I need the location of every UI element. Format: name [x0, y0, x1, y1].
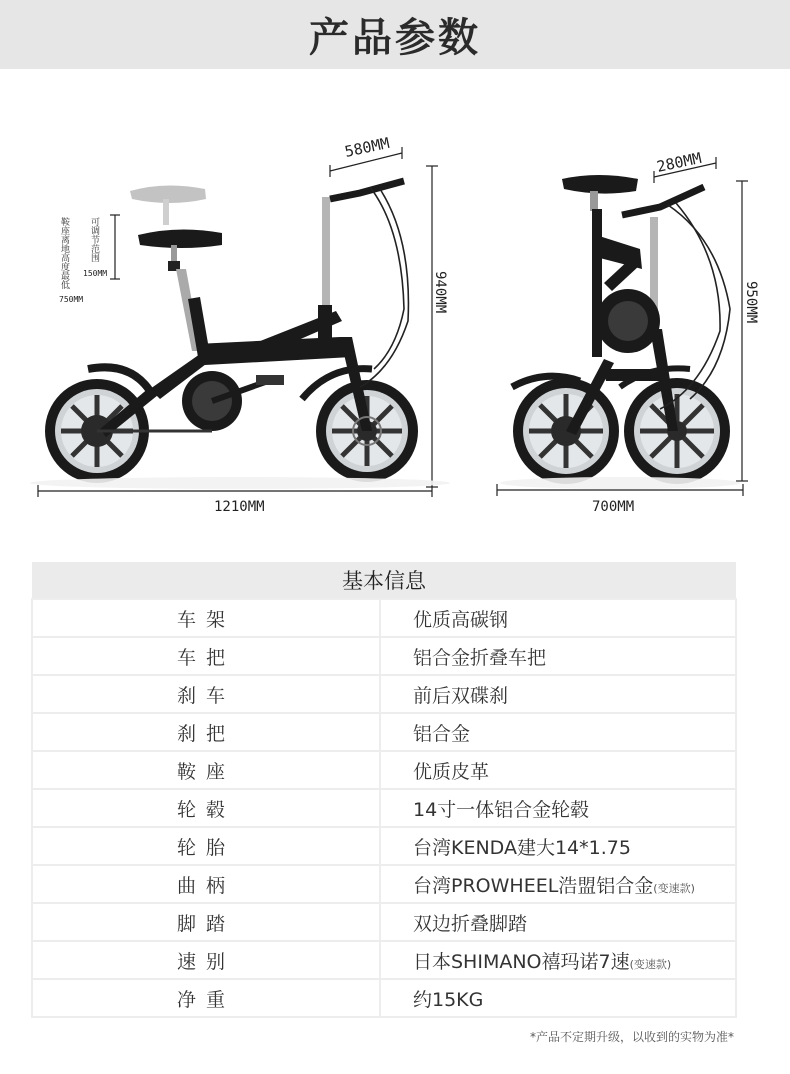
- table-row: [32, 827, 736, 865]
- spec-key: 脚踏: [32, 903, 380, 941]
- table-row: [32, 789, 736, 827]
- spec-value: 双边折叠脚踏: [380, 903, 736, 941]
- bike-illustration: [0, 69, 790, 549]
- table-row: [32, 865, 736, 903]
- spec-table: [31, 562, 737, 1018]
- seat-height-min-label: 鞍座离地高度最低: [59, 217, 69, 289]
- table-row: [32, 941, 736, 979]
- spec-key: 轮胎: [32, 827, 380, 865]
- spec-value: 前后双碟刹: [380, 675, 736, 713]
- spec-table-body: [32, 599, 736, 1017]
- table-row: [32, 713, 736, 751]
- spec-value: 优质皮革: [380, 751, 736, 789]
- table-row: [32, 751, 736, 789]
- footnote: *产品不定期升级，以收到的实物为准*: [529, 1030, 734, 1044]
- handlebar-width-label: 580MM: [343, 133, 392, 161]
- title-bar: [0, 0, 790, 69]
- table-row: [32, 979, 736, 1017]
- spec-key: 曲柄: [32, 865, 380, 903]
- spec-key: 净重: [32, 979, 380, 1017]
- spec-key: 车把: [32, 637, 380, 675]
- folded-bike-drawing: [512, 175, 730, 484]
- table-row: [32, 637, 736, 675]
- spec-key: 速别: [32, 941, 380, 979]
- spec-value: 台湾KENDA建大14*1.75: [380, 827, 736, 865]
- seat-adjust-range-value: 150MM: [83, 269, 108, 278]
- unfolded-bike-drawing: [45, 181, 418, 483]
- seat-adjust-range-label: 可调节范围: [89, 217, 99, 262]
- spec-value: 14寸一体铝合金轮毂: [380, 789, 736, 827]
- spec-value: 约15KG: [380, 979, 736, 1017]
- seat-height-min-value: 750MM: [59, 295, 84, 304]
- folded-width-label: 280MM: [655, 148, 704, 176]
- spec-value: 优质高碳钢: [380, 599, 736, 637]
- bike-dimension-figure: [0, 69, 790, 549]
- spec-key: 鞍座: [32, 751, 380, 789]
- spec-key: 刹车: [32, 675, 380, 713]
- table-row: [32, 675, 736, 713]
- spec-key: 轮毂: [32, 789, 380, 827]
- length-unfolded-label: 1210MM: [214, 499, 265, 515]
- height-folded-label: 950MM: [743, 281, 759, 324]
- table-row: [32, 903, 736, 941]
- table-row: [32, 599, 736, 637]
- spec-key: 刹把: [32, 713, 380, 751]
- spec-value: 铝合金: [380, 713, 736, 751]
- spec-value: 铝合金折叠车把: [380, 637, 736, 675]
- spec-key: 车架: [32, 599, 380, 637]
- height-unfolded-label: 940MM: [432, 271, 448, 314]
- spec-value: 日本SHIMANO禧玛诺7速(变速款): [380, 941, 736, 979]
- page-title: 产品参数: [309, 15, 481, 61]
- spec-table-header: 基本信息: [32, 562, 736, 599]
- length-folded-label: 700MM: [592, 499, 635, 515]
- spec-value: 台湾PROWHEEL浩盟铝合金(变速款): [380, 865, 736, 903]
